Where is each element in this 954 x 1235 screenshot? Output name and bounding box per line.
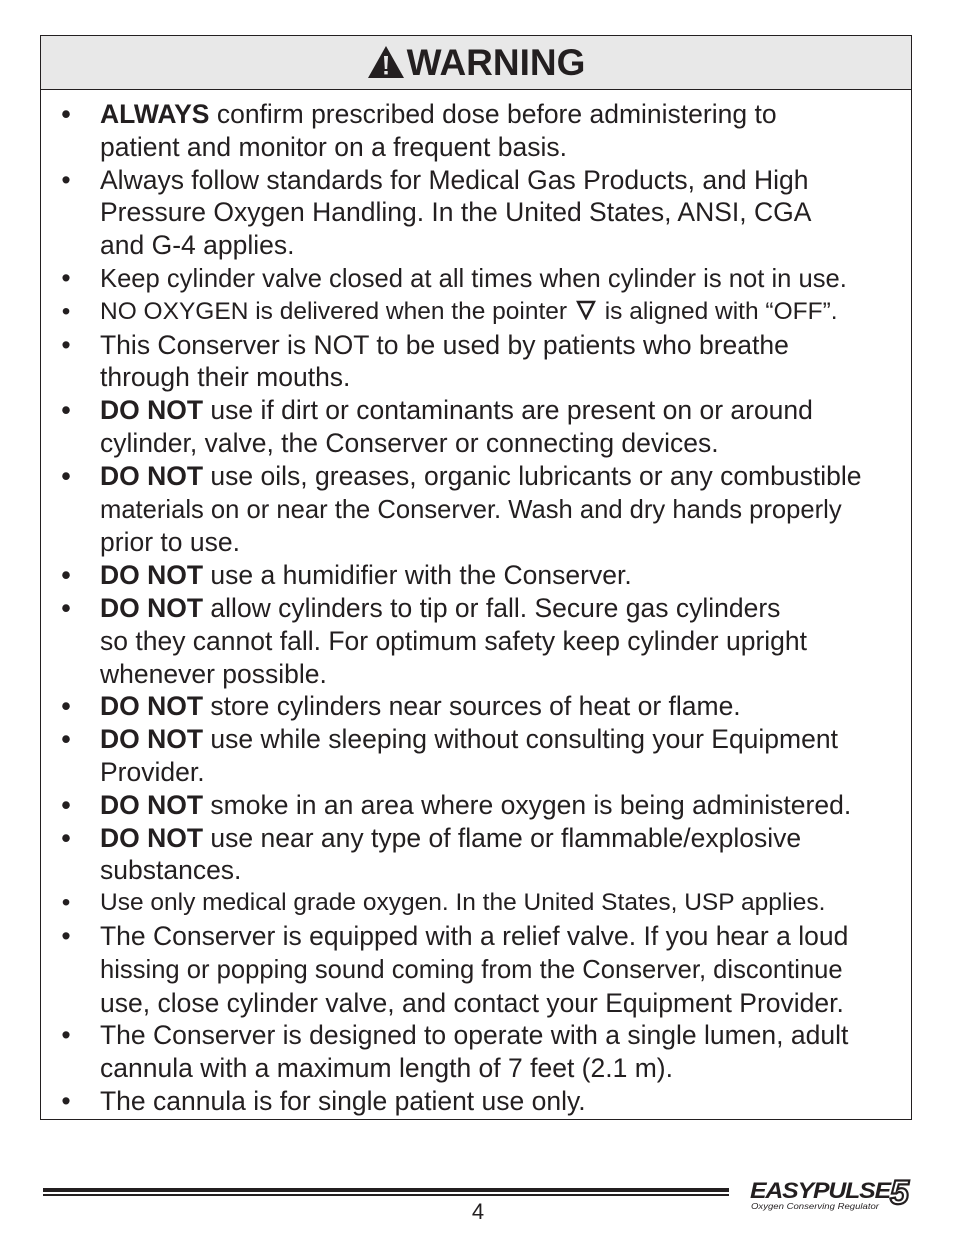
bullet: •	[61, 920, 71, 951]
easypulse5-logo	[748, 1176, 916, 1212]
list-item	[41, 164, 911, 262]
bullet: •	[61, 329, 71, 360]
item-line: hissing or popping sound coming from the Conserver, discontinue	[100, 955, 843, 984]
list-item	[41, 394, 911, 460]
bullet: •	[61, 822, 71, 853]
item-line: patient and monitor on a frequent basis.	[100, 131, 567, 162]
bullet: •	[61, 724, 71, 755]
item-line: The Conserver is equipped with a relief valve. If you hear a loud	[100, 920, 849, 951]
list-item	[41, 690, 911, 723]
item-lead: DO NOT	[100, 822, 204, 853]
item-text-after: is aligned with “OFF”.	[604, 297, 838, 325]
item-line: use if dirt or contaminants are present on or around	[203, 395, 813, 426]
svg-text:Oxygen Conserving Regulator: Oxygen Conserving Regulator	[751, 1201, 881, 1211]
item-lead: DO NOT	[100, 789, 204, 820]
list-item	[41, 1019, 911, 1085]
list-item	[41, 559, 911, 592]
item-line: prior to use.	[100, 527, 240, 558]
page-number: 4	[471, 1199, 485, 1224]
item-lead: DO NOT	[100, 592, 204, 623]
item-line: smoke in an area where oxygen is being administered.	[203, 789, 852, 820]
bullet: •	[61, 99, 71, 129]
item-line: use near any type of flame or flammable/explosive	[203, 822, 802, 853]
item-line: The Conserver is designed to operate with a single lumen, adult	[100, 1020, 849, 1051]
list-item	[41, 329, 911, 395]
bullet: •	[61, 164, 71, 195]
list-item	[41, 262, 911, 296]
bullet: •	[61, 262, 71, 293]
item-line: substances.	[100, 855, 242, 886]
bullet: •	[61, 691, 71, 722]
item-line: Keep cylinder valve closed at all times when cylinder is not in use.	[100, 264, 847, 293]
item-line: use while sleeping without consulting your Equipment	[203, 724, 838, 755]
list-item	[41, 723, 911, 789]
item-line: materials on or near the Conserver. Wash and dry hands properly	[100, 495, 842, 524]
list-item	[41, 822, 911, 888]
svg-text:5: 5	[890, 1176, 909, 1212]
item-line: and G-4 applies.	[100, 230, 295, 261]
item-line: The cannula is for single patient use only.	[100, 1085, 586, 1116]
item-text-before: NO OXYGEN is delivered when the pointer	[100, 297, 568, 325]
footer-rule	[43, 1188, 729, 1196]
item-lead: DO NOT	[100, 560, 204, 591]
item-lead: DO NOT	[100, 395, 204, 426]
item-line: use a humidifier with the Conserver.	[203, 560, 632, 591]
item-line: through their mouths.	[100, 362, 351, 393]
bullet: •	[61, 560, 71, 591]
item-lead: ALWAYS	[100, 99, 210, 129]
item-line: use oils, greases, organic lubricants or any combustible	[203, 460, 862, 491]
item-line: store cylinders near sources of heat or flame.	[203, 691, 741, 722]
bullet: •	[61, 297, 71, 325]
item-line: Use only medical grade oxygen. In the United States, USP applies.	[100, 889, 826, 917]
item-line: confirm prescribed dose before administering to	[209, 99, 777, 129]
bullet: •	[61, 1020, 71, 1051]
bullet: •	[61, 889, 71, 917]
item-lead: DO NOT	[100, 724, 204, 755]
list-item	[41, 1085, 911, 1118]
item-line: cylinder, valve, the Conserver or connecting devices.	[100, 427, 719, 458]
svg-text:EASYPULSE: EASYPULSE	[750, 1178, 893, 1203]
list-item	[41, 98, 911, 164]
list-item	[41, 460, 911, 559]
item-line: Pressure Oxygen Handling. In the United States, ANSI, CGA	[100, 197, 812, 228]
list-item	[41, 592, 911, 690]
item-line: cannula with a maximum length of 7 feet (2.1 m).	[100, 1053, 673, 1084]
warning-header	[41, 36, 911, 90]
footer-rule-thick	[43, 1188, 729, 1192]
bullet: •	[61, 460, 71, 491]
bullet: •	[61, 1085, 71, 1116]
warning-title-wrap	[367, 44, 586, 81]
item-line: This Conserver is NOT to be used by patients who breathe	[100, 329, 789, 360]
bullet: •	[61, 592, 71, 623]
item-line: whenever possible.	[100, 658, 327, 689]
item-line: so they cannot fall. For optimum safety keep cylinder upright	[100, 625, 808, 656]
warning-triangle-icon	[367, 45, 405, 79]
item-line: allow cylinders to tip or fall. Secure gas cylinders	[203, 592, 781, 623]
item-line: Provider.	[100, 756, 205, 787]
warning-title: WARNING	[406, 42, 586, 83]
list-item	[41, 887, 911, 920]
footer-rule-thin	[43, 1194, 729, 1196]
list-item	[41, 789, 911, 822]
pointer-triangle-icon	[576, 300, 596, 320]
item-lead: DO NOT	[100, 460, 204, 491]
bullet: •	[61, 395, 71, 426]
warning-box	[40, 35, 912, 1120]
item-lead: DO NOT	[100, 691, 204, 722]
item-line: use, close cylinder valve, and contact your Equipment Provider.	[100, 987, 844, 1018]
list-item	[41, 920, 911, 1019]
warning-list	[41, 98, 911, 1118]
list-item	[41, 296, 911, 329]
item-line: Always follow standards for Medical Gas Products, and High	[100, 164, 809, 195]
bullet: •	[61, 789, 71, 820]
